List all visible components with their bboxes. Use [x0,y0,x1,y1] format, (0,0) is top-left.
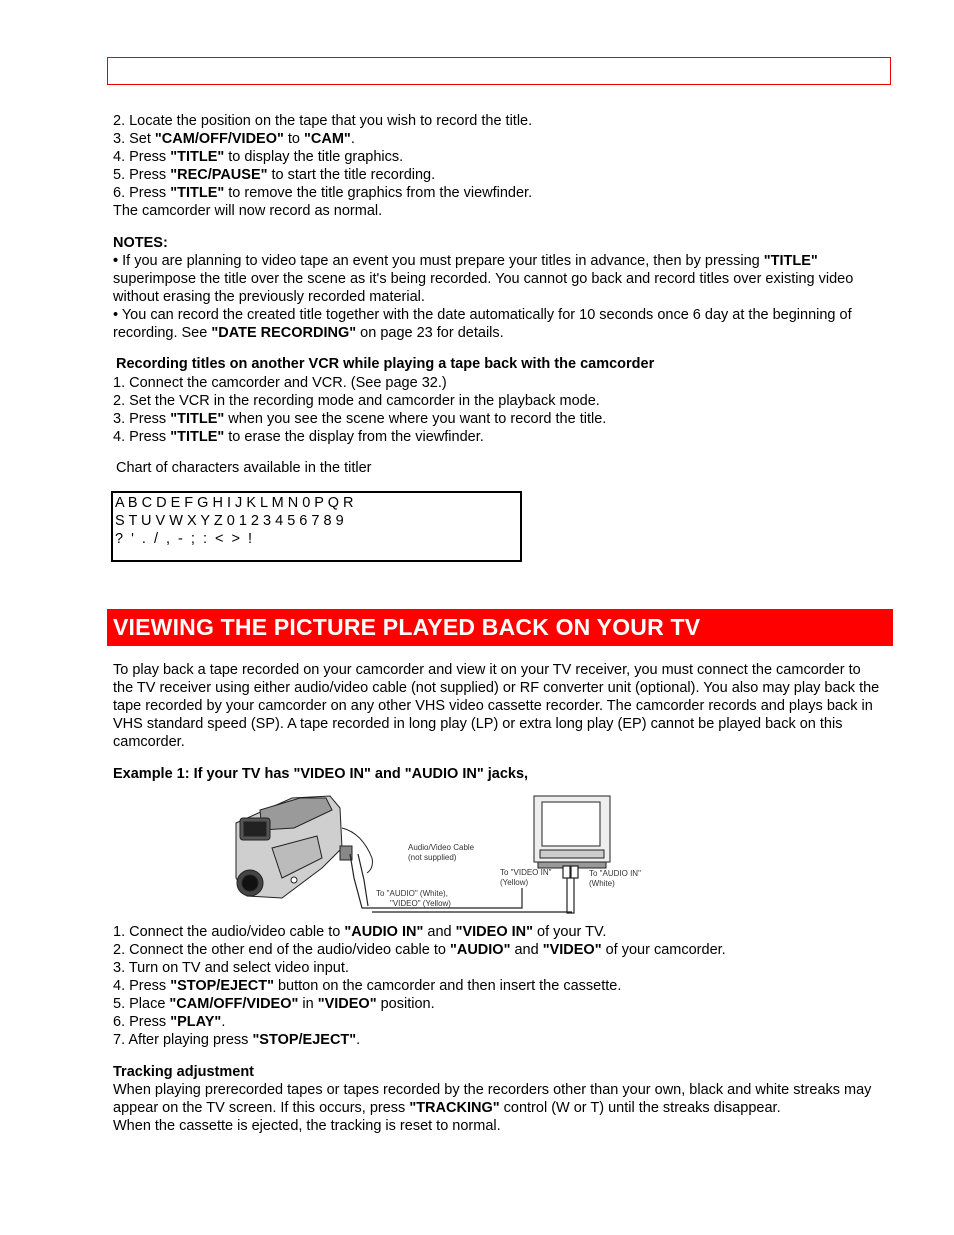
video-yellow-label: "VIDEO" (Yellow) [390,899,451,908]
step-line: 3. Set "CAM/OFF/VIDEO" to "CAM". [113,131,355,147]
tv-icon [534,796,610,868]
cable-label: Audio/Video Cable [408,843,475,852]
example-heading: Example 1: If your TV has "VIDEO IN" and "AUDIO IN" jacks, [113,766,529,782]
intro-paragraph: To play back a tape recorded on your camcorder and view it on your TV receiver, you must connect the camcorder to the TV receiver using either audio/video cable (not supplied) or RF converter unit (optional). You also may play back the tape recorded by your camcorder on any other VHS video cassette recorder. The camcorder records and plays back in VHS standard speed (SP). A tape recorded in long play (LP) or extra long play (EP) cannot be played back on this camcorder. [113,662,880,750]
notes-section [113,234,883,342]
step-line: 4. Press "TITLE" to display the title graphics. [113,149,404,165]
vcr-heading: Recording titles on another VCR while playing a tape back with the camcorder [116,356,655,372]
cable-note: (not supplied) [408,853,457,862]
section-title: VIEWING THE PICTURE PLAYED BACK ON YOUR TV [113,614,701,640]
tv-steps [113,923,883,1049]
tv-step: 5. Place "CAM/OFF/VIDEO" in "VIDEO" position. [113,996,435,1012]
tracking-section [113,1063,883,1135]
tv-step: 7. After playing press "STOP/EJECT". [113,1032,361,1048]
character-chart [111,491,522,562]
char-row: S T U V W X Y Z 0 1 2 3 4 5 6 7 8 9 [115,513,344,529]
tracking-reset: When the cassette is ejected, the tracking is reset to normal. [113,1118,501,1134]
chart-heading: Chart of characters available in the titler [116,460,372,476]
audio-white-label: To "AUDIO" (White), [376,889,448,898]
audio-in-label: To "AUDIO IN" [589,869,641,878]
title-steps [113,112,883,220]
video-in-label: To "VIDEO IN" [500,868,552,877]
note-2: • You can record the created title together with the date automatically for 10 seconds once 6 day at the beginning of recording. See "DATE RECORDING" on page 23 for details. [113,307,852,341]
step-line: 6. Press "TITLE" to remove the title graphics from the viewfinder. [113,185,533,201]
white-label: (White) [589,879,615,888]
vcr-step: 3. Press "TITLE" when you see the scene where you want to record the title. [113,411,607,427]
camcorder-icon [236,796,372,898]
char-row: ? ' . / , - ; : < > ! [115,531,253,547]
section-banner [107,609,893,646]
tv-step: 2. Connect the other end of the audio/video cable to "AUDIO" and "VIDEO" of your camcorder. [113,942,726,958]
vcr-step: 4. Press "TITLE" to erase the display from the viewfinder. [113,429,484,445]
yellow-label: (Yellow) [500,878,529,887]
tv-step: 6. Press "PLAY". [113,1014,226,1030]
tv-step: 1. Connect the audio/video cable to "AUDIO IN" and "VIDEO IN" of your TV. [113,924,607,940]
header-box [107,57,891,85]
notes-heading: NOTES: [113,235,168,251]
tracking-para: When playing prerecorded tapes or tapes recorded by the recorders other than your own, black and white streaks may appear on the TV screen. If this occurs, press "TRACKING" control (W or T) until the streaks disappear. [113,1082,872,1116]
normal-line: The camcorder will now record as normal. [113,203,383,219]
char-row: A B C D E F G H I J K L M N 0 P Q R [115,495,354,511]
note-1: • If you are planning to video tape an event you must prepare your titles in advance, then by pressing "TITLE" superimpose the title over the scene as it's being recorded. You cannot go back and record titles over existing video without erasing the previously recorded material. [113,253,854,305]
vcr-step: 2. Set the VCR in the recording mode and camcorder in the playback mode. [113,393,600,409]
tv-step: 4. Press "STOP/EJECT" button on the camcorder and then insert the cassette. [113,978,622,994]
tracking-heading: Tracking adjustment [113,1064,255,1080]
vcr-section [113,355,883,446]
tv-step: 3. Turn on TV and select video input. [113,960,349,976]
connection-diagram [222,788,660,918]
step-line: 5. Press "REC/PAUSE" to start the title recording. [113,167,436,183]
step-line: 2. Locate the position on the tape that you wish to record the title. [113,113,533,129]
vcr-step: 1. Connect the camcorder and VCR. (See page 32.) [113,375,447,391]
